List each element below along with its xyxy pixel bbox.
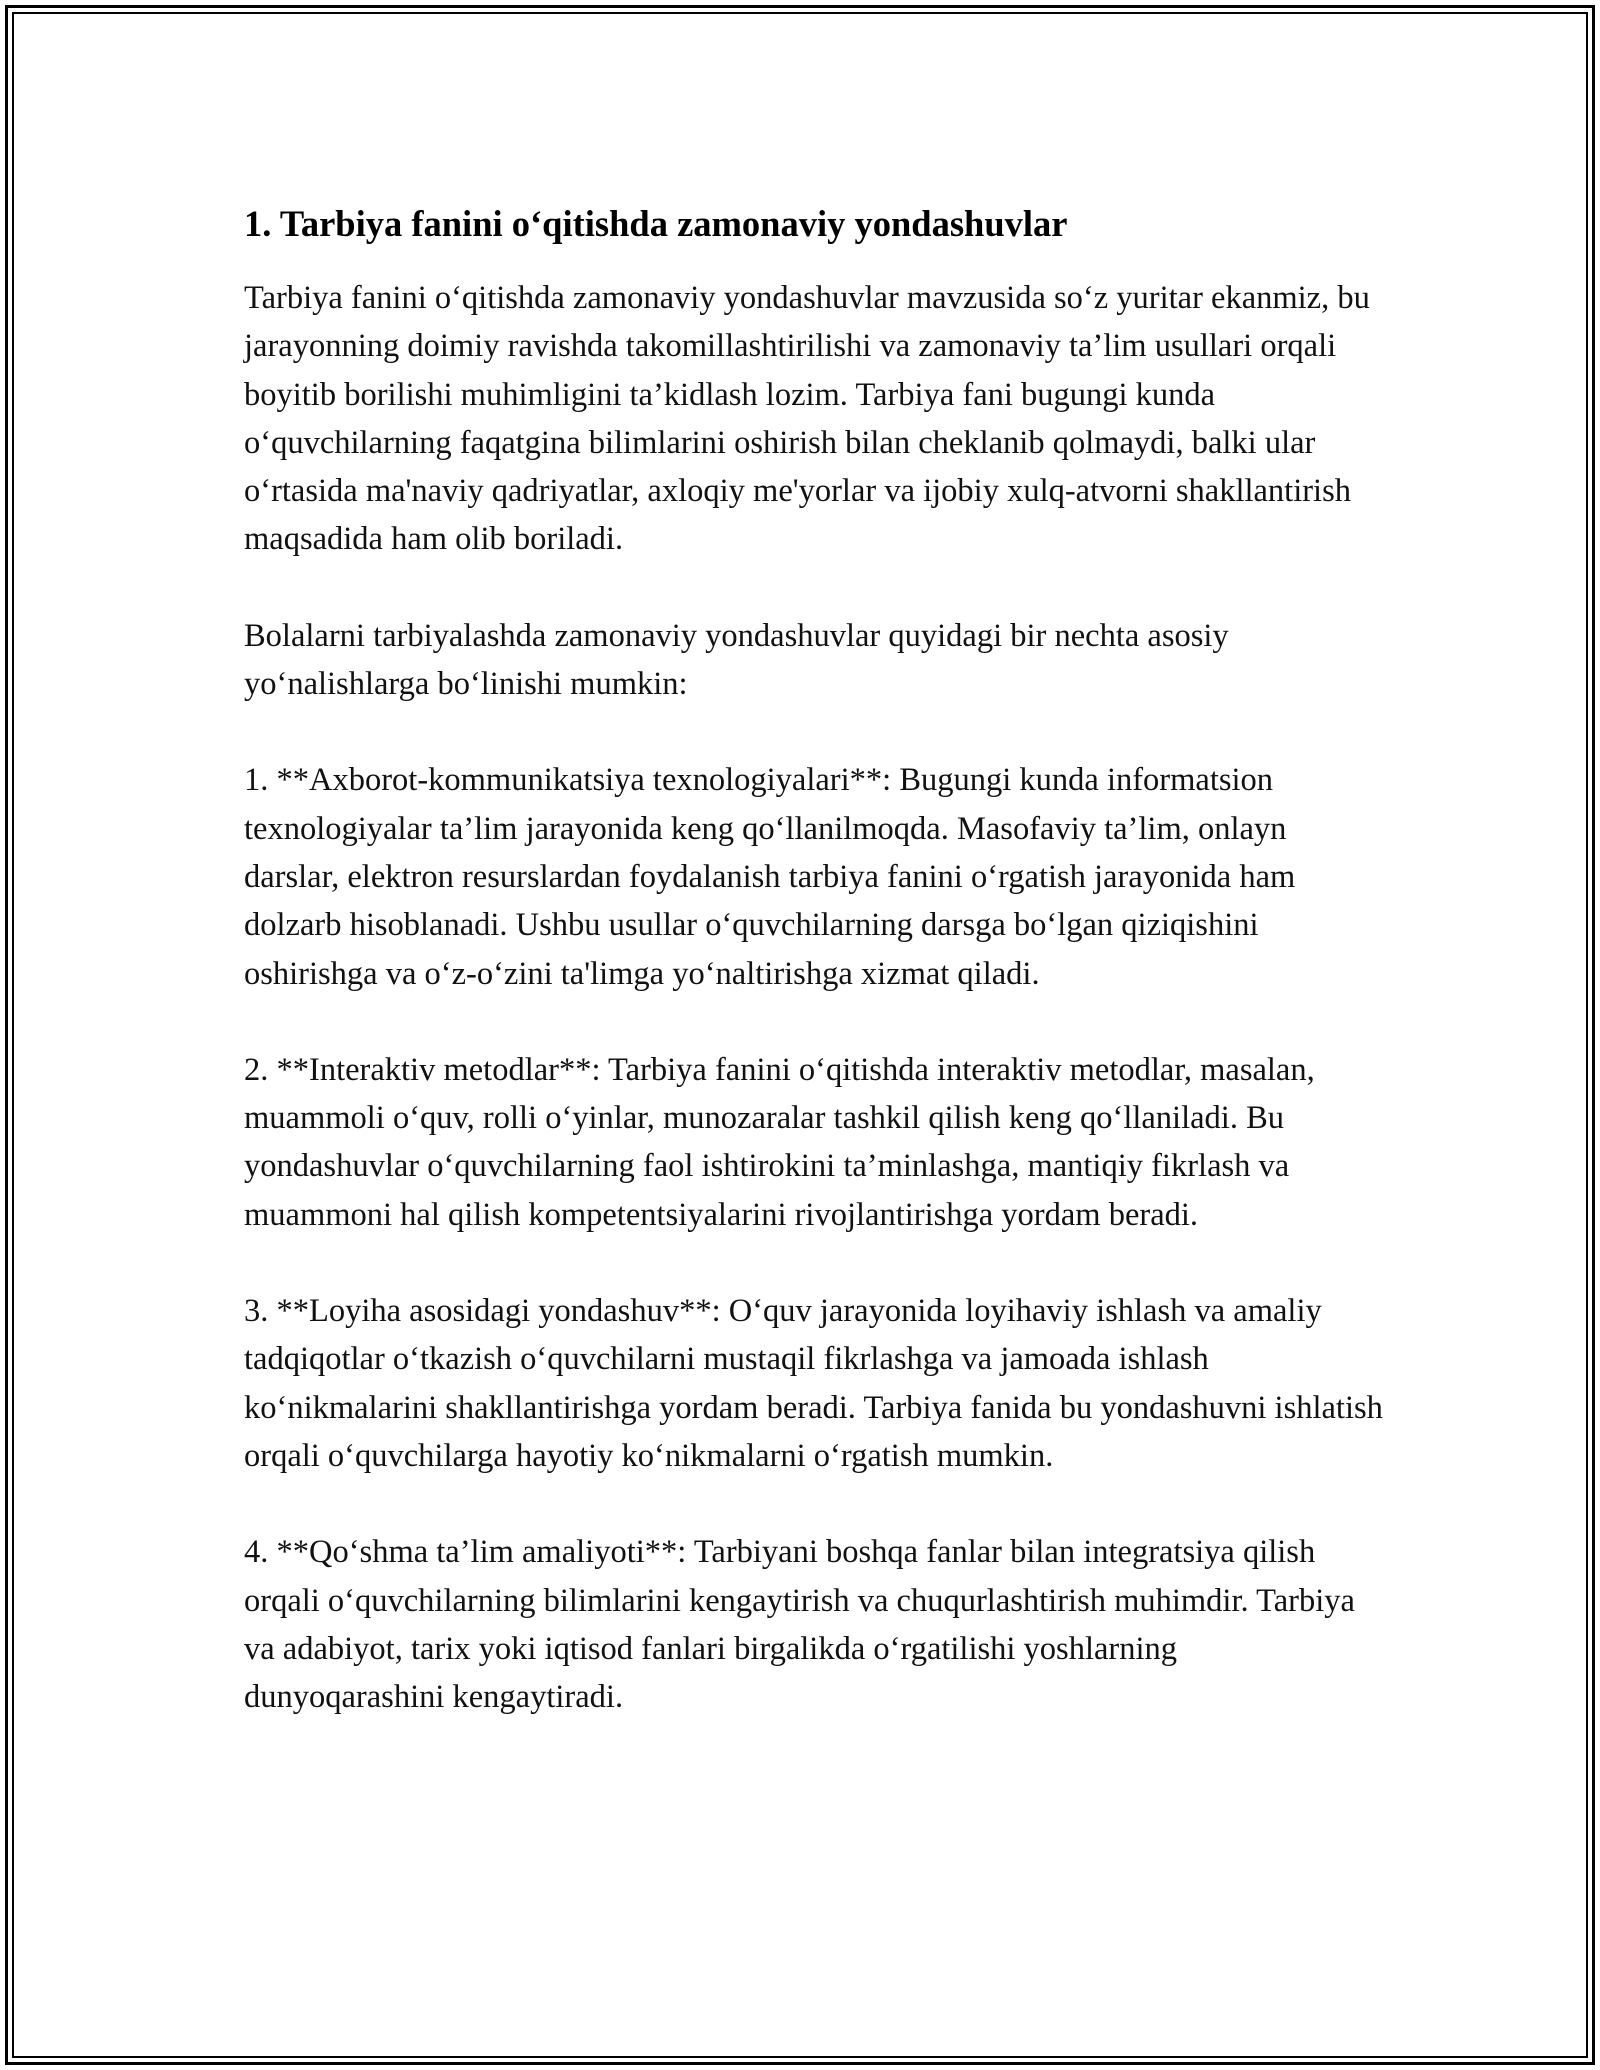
interactive-methods-paragraph: 2. **Interaktiv metodlar**: Tarbiya fanini o‘qitishda interaktiv metodlar, masalan, muammoli o‘quv, rolli o‘yinlar, munozaralar tashkil qilish keng qo‘llaniladi. Bu yondashuvlar o‘quvchilarning faol ishtirokini ta’minlashga, mantiqiy fikrlash va muammoni hal qilish kompetentsiyalarini rivojlantirishga yordam beradi. [244, 1051, 1315, 1233]
joint-education-paragraph: 4. **Qo‘shma ta’lim amaliyoti**: Tarbiyani boshqa fanlar bilan integratsiya qilish orqali o‘quvchilarning bilimlarini kengaytirish va chuqurlashtirish muhimdir. Tarbiya va adabiyot, tarix yoki iqtisod fanlari birgalikda o‘rgatilishi yoshlarning dunyoqarashini kengaytiradi. [244, 1534, 1355, 1716]
intro-paragraph: Tarbiya fanini o‘qitishda zamonaviy yondashuvlar mavzusida so‘z yuritar ekanmiz, bu jarayonning doimiy ravishda takomillashtirilishi va zamonaviy ta’lim usullari orqali boyitib borilishi muhimligini ta’kidlash lozim. Tarbiya fani bugungi kunda o‘quvchilarning faqatgina bilimlarini oshirish bilan cheklanib qolmaydi, balki ular o‘rtasida ma'naviy qadriyatlar, axloqiy me'yorlar va ijobiy xulq-atvorni shakllantirish maqsadida ham olib boriladi. [244, 280, 1370, 558]
project-based-paragraph: 3. **Loyiha asosidagi yondashuv**: O‘quv jarayonida loyihaviy ishlash va amaliy tadqiqotlar o‘tkazish o‘quvchilarni mustaqil fikrlashga va jamoada ishlash ko‘nikmalarini shakllantirishga yordam beradi. Tarbiya fanida bu yondashuvni ishlatish orqali o‘quvchilarga hayotiy ko‘nikmalarni o‘rgatish mumkin. [244, 1293, 1383, 1474]
directions-intro-paragraph: Bolalarni tarbiyalashda zamonaviy yondashuvlar quyidagi bir nechta asosiy yo‘nalishlarga bo‘linishi mumkin: [244, 617, 1229, 703]
document-body [244, 198, 1384, 1769]
page-border [5, 5, 1595, 2065]
ict-paragraph: 1. **Axborot-kommunikatsiya texnologiyalari**: Bugungi kunda informatsion texnologiyalar ta’lim jarayonida keng qo‘llanilmoqda. Masofaviy ta’lim, onlayn darslar, elektron resurslardan foydalanish tarbiya fanini o‘rgatish jarayonida ham dolzarb hisoblanadi. Ushbu usullar o‘quvchilarning darsga bo‘lgan qiziqishini oshirishga va o‘z-o‘zini ta'limga yo‘naltirishga xizmat qiladi. [244, 762, 1296, 992]
section-heading: 1. Tarbiya fanini o‘qitishda zamonaviy yondashuvlar [244, 203, 1068, 244]
